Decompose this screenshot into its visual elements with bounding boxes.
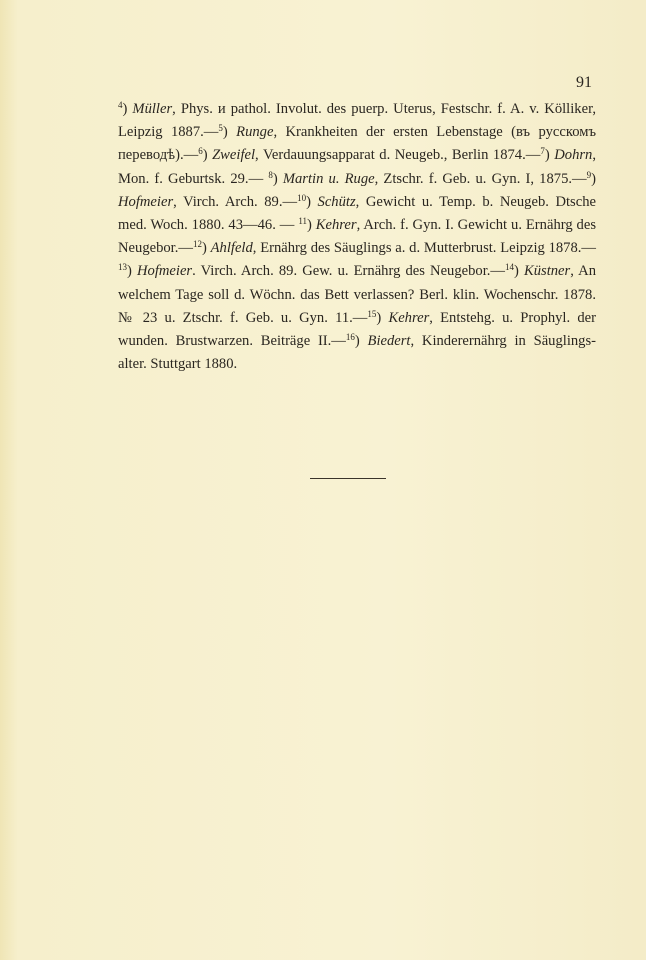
footnote-marker: 7 <box>540 146 545 157</box>
footnote-text: . Virch. Arch. 89. Gew. u. Ernährg des Neugebor.— <box>192 263 506 280</box>
footnote-marker: 10 <box>297 192 307 203</box>
footnote-author: Ahlfeld <box>210 240 253 257</box>
footnotes-block <box>118 98 596 376</box>
footnote-text: , Virch. Arch. 89.— <box>173 193 298 210</box>
footnote-author: Schütz <box>317 193 356 210</box>
footnote-author: Biedert <box>367 333 411 350</box>
footnote-text: , An welchem Tage soll d. Wöchn. das Bett verlassen? Berl. klin. Wochenschr. 1878. № 23 u. Ztschr. f. Geb. u. Gyn. 11.— <box>118 263 597 326</box>
footnote-text: , Entstehg. u. Prophyl. der wunden. Brustwarzen. Beiträge II.— <box>118 309 596 350</box>
footnote-text: , Gewicht u. Temp. b. Neugeb. Dtsche med. Woch. 1880. 43—46. — <box>118 193 596 234</box>
footnote-text: , Mon. f. Geburtsk. 29.— <box>118 147 596 187</box>
footnote-marker: 4 <box>118 100 123 110</box>
footnote-marker: 15 <box>367 308 377 319</box>
footnote-marker: 11 <box>298 216 307 227</box>
footnote-author: Dohrn <box>554 147 593 164</box>
footnote-author: Zweifel <box>212 147 256 164</box>
footnote-author: Martin u. Ruge <box>282 170 375 187</box>
footnote-author: Kehrer <box>388 309 430 326</box>
footnote-author: Hofmeier <box>118 193 174 210</box>
footnote-text: , Verdauungsapparat d. Neugeb., Berlin 1874.— <box>255 147 541 164</box>
footnote-text: , Kinderernährg in Säuglings-alter. Stuttgart 1880. <box>118 333 597 373</box>
footnote-marker: 16 <box>345 332 355 343</box>
footnote-marker: 9 <box>586 169 592 180</box>
footnote-text: , Ztschr. f. Geb. u. Gyn. I, 1875.— <box>374 170 587 187</box>
footnote-marker: 12 <box>192 239 202 250</box>
page-number: 91 <box>576 74 592 91</box>
footnotes-paragraph: $^4$) Müller, Phys. и pathol. Involut. des puerp. Uterus, Festschr. f. A. v. Kölliker, Leipzig 1887.—$^5$) Runge, Krankheiten der ersten Lebenstage (въ русскомъ переводѣ).—$^6$) Zweifel, Verdauungsapparat d. Neugeb., Berlin 1874.—$^7$) Dohrn, Mon. f. Geburtsk. 29.— $^8$) Martin u. Ruge, Ztschr. f. Geb. u. Gyn. I, 1875.—$^9$) Hofmeier, Virch. Arch. 89.—$^{10}$) Schütz, Gewicht u. Temp. b. Neugeb. Dtsche med. Woch. 1880. 43—46. — $^{11}$) Kehrer, Arch. f. Gyn. I. Gewicht u. Ernährg des Neugebor.—$^{12}$) Ahlfeld, Ernährg des Säuglings a. d. Mutterbrust. Leipzig 1878.—$^{13}$) Hofmeier. Virch. Arch. 89. Gew. u. Ernährg des Neugebor.—$^{14}$) Küstner, An welchem Tage soll d. Wöchn. das Bett verlassen? Berl. klin. Wochenschr. 1878. № 23 u. Ztschr. f. Geb. u. Gyn. 11.—$^{15}$) Kehrer, Entstehg. u. Prophyl. der wunden. Brustwarzen. Beiträge II.—$^{16}$) Biedert, Kinderernährg in Säuglings-alter. Stuttgart 1880. <box>118 100 597 373</box>
section-divider <box>310 478 386 479</box>
footnote-author: Kehrer <box>315 217 357 234</box>
footnote-marker: 14 <box>505 262 515 273</box>
footnote-author: Küstner <box>524 263 571 280</box>
footnote-marker: 6 <box>198 146 203 157</box>
footnote-marker: 8 <box>268 169 273 180</box>
footnote-author: Müller <box>132 101 173 117</box>
footnote-author: Runge <box>236 124 274 141</box>
footnote-author: Hofmeier <box>136 263 193 280</box>
footnote-text: , Ernährg des Säuglings a. d. Mutterbrust. Leipzig 1878.— <box>252 240 596 257</box>
footnote-text: , Phys. и pathol. Involut. des puerp. Uterus, Festschr. f. A. v. Kölliker, Leipzig 1887.— <box>118 101 596 141</box>
footnote-text: , Arch. f. Gyn. I. Gewicht u. Ernährg des Neugebor.— <box>118 217 597 257</box>
footnote-text: , Krankheiten der ersten Lebenstage (въ русскомъ переводѣ).— <box>118 124 596 164</box>
footnote-marker: 5 <box>218 123 223 134</box>
footnote-marker: 13 <box>118 262 127 273</box>
